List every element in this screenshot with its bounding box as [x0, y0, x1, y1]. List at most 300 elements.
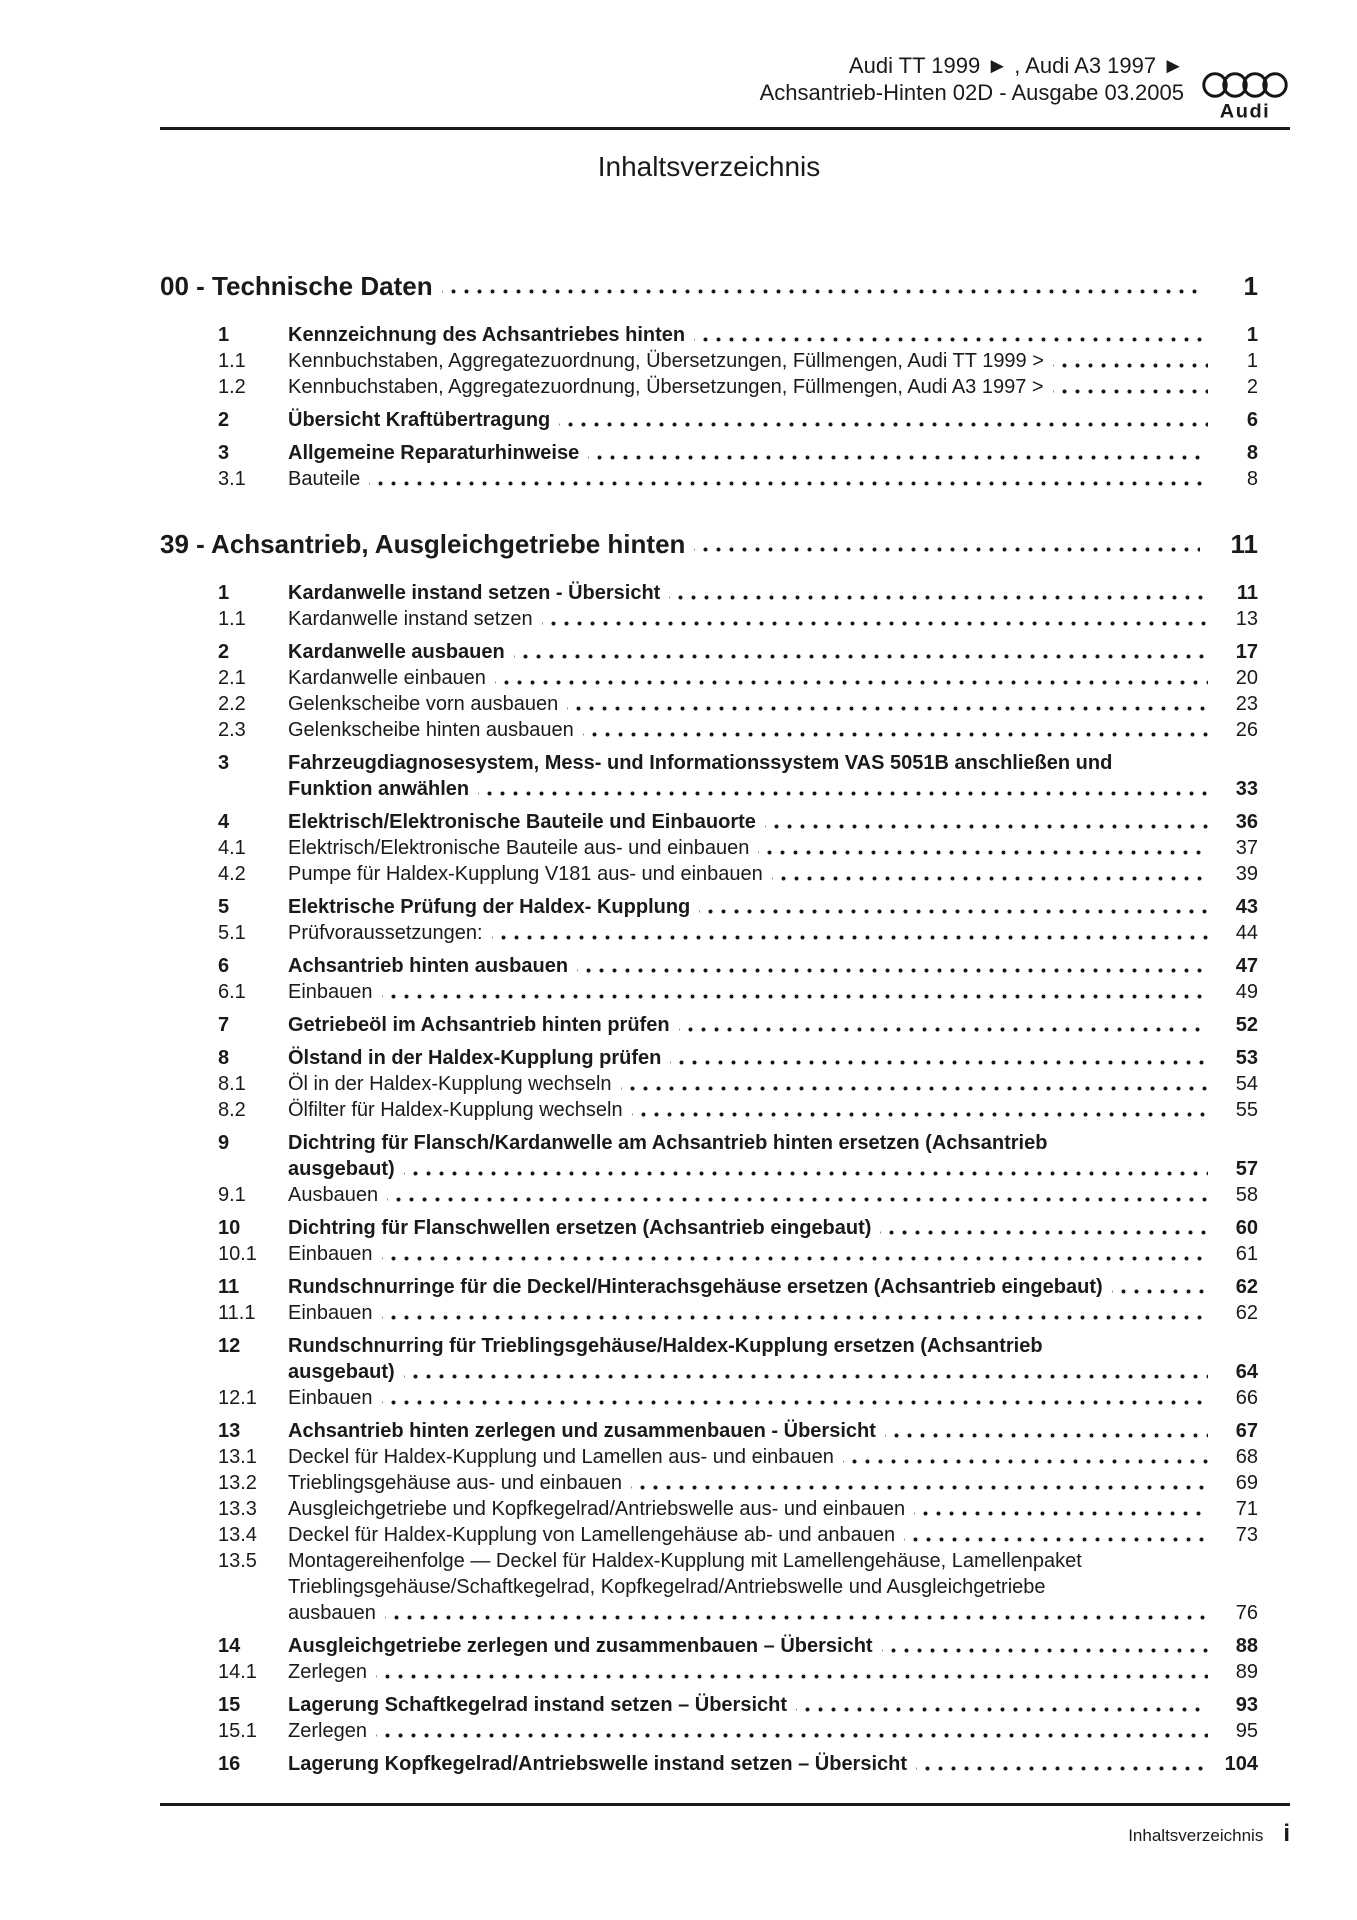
- toc-entry-row: [218, 1418, 1258, 1444]
- toc-entry-line: [288, 894, 1214, 920]
- toc-entry-row: [218, 1522, 1258, 1548]
- toc-chapter-row: [160, 268, 1258, 304]
- toc-chapter-title: 00 - Technische Daten: [160, 271, 433, 301]
- toc-entry-number: 4.1: [218, 837, 246, 859]
- toc-entry-page: 44: [1235, 922, 1258, 944]
- toc-entry-page: 55: [1235, 1099, 1258, 1121]
- toc-entry-number: 12: [218, 1335, 241, 1357]
- toc-entry-page: 62: [1235, 1302, 1258, 1324]
- toc-entry-line-text: Achsantrieb hinten ausbauen: [288, 955, 569, 977]
- toc-entry-title: [288, 606, 1214, 632]
- toc-entry-row: [218, 407, 1258, 433]
- toc-entry-title: [288, 1241, 1214, 1267]
- toc-entry-title: [288, 1418, 1214, 1444]
- toc-entry-number: 15: [218, 1694, 241, 1716]
- toc-entry-row: [218, 348, 1258, 374]
- toc-entry-number: 13.2: [218, 1472, 257, 1494]
- toc-entry-number: 13.3: [218, 1498, 257, 1520]
- toc-entry-line-text: Gelenkscheibe vorn ausbauen: [288, 693, 559, 715]
- toc-entry-title: [288, 1274, 1214, 1300]
- toc-entry-line-text: Elektrisch/Elektronische Bauteile und Einbauorte: [288, 811, 756, 833]
- header-text-block: [760, 52, 1184, 106]
- toc-entry-number: 15.1: [218, 1720, 257, 1742]
- toc-entry-number: 13.4: [218, 1524, 257, 1546]
- dot-leader: [796, 1692, 1208, 1718]
- toc-entry-title: [288, 1182, 1214, 1208]
- toc-entry-title: [288, 1718, 1214, 1744]
- toc-entry-page: 1: [1246, 324, 1258, 346]
- toc-entry-title: [288, 1496, 1214, 1522]
- toc-section: [160, 268, 1258, 492]
- toc-entry-row: [218, 639, 1258, 665]
- toc-entry-line-text: Einbauen: [288, 981, 373, 1003]
- toc-entry-row: [218, 717, 1258, 743]
- toc-section: [160, 526, 1258, 1777]
- toc-entry-title: [288, 322, 1214, 348]
- audi-wordmark: Audi: [1219, 101, 1271, 123]
- toc-entry-page: 39: [1235, 863, 1258, 885]
- toc-entry-number: 14.1: [218, 1661, 257, 1683]
- toc-entry-row: [218, 835, 1258, 861]
- dot-leader: [559, 407, 1208, 433]
- toc-entry-row: [218, 440, 1258, 466]
- toc-entry-title: [288, 1385, 1214, 1411]
- toc-entry-title: [288, 1012, 1214, 1038]
- toc-entry-line: [288, 1156, 1214, 1182]
- toc-entry-number: 2.1: [218, 667, 246, 689]
- dot-leader: [880, 1215, 1208, 1241]
- toc-entry-line: [288, 1300, 1214, 1326]
- toc-entry-title: [288, 1130, 1214, 1182]
- toc-entry-row: [218, 322, 1258, 348]
- toc-entry-line: [288, 580, 1214, 606]
- toc-entry-number: 3.1: [218, 468, 246, 490]
- toc-entry-line: [288, 1215, 1214, 1241]
- toc-entry-line-text: Elektrische Prüfung der Haldex- Kupplung: [288, 896, 691, 918]
- toc-entry-row: [218, 1385, 1258, 1411]
- toc-entry-row: [218, 953, 1258, 979]
- toc-entry-number: 1.1: [218, 608, 246, 630]
- dot-leader: [588, 440, 1208, 466]
- toc-entry-row: [218, 1548, 1258, 1626]
- toc-entry-row: [218, 1182, 1258, 1208]
- toc-entry-number: 7: [218, 1014, 230, 1036]
- toc-entry-line: [288, 1274, 1214, 1300]
- toc-entry-number: 4.2: [218, 863, 246, 885]
- toc-entry-line-text: ausgebaut): [288, 1361, 395, 1383]
- toc-entry-number: 5.1: [218, 922, 246, 944]
- toc-chapter-page: 11: [1230, 529, 1258, 559]
- toc-entry-title: [288, 1300, 1214, 1326]
- toc-entry-line: [288, 1241, 1214, 1267]
- toc-entry-line-text: Deckel für Haldex-Kupplung von Lamellengehäuse ab- und anbauen: [288, 1524, 896, 1546]
- toc-entry-row: [218, 1045, 1258, 1071]
- toc-entry-page: 61: [1235, 1243, 1258, 1265]
- toc-entry-line: [288, 1751, 1214, 1777]
- toc-entry-title: [288, 717, 1214, 743]
- toc-entry-line-text: Trieblingsgehäuse aus- und einbauen: [288, 1472, 622, 1494]
- dot-leader: [583, 717, 1208, 743]
- toc-entry-page: 37: [1235, 837, 1258, 859]
- toc-entry-number: 16: [218, 1753, 241, 1775]
- toc-entry-number: 9.1: [218, 1184, 246, 1206]
- toc-entry-line-text: Deckel für Haldex-Kupplung und Lamellen aus- und einbauen: [288, 1446, 834, 1468]
- toc-entry-title: [288, 1215, 1214, 1241]
- toc-entry-title: [288, 1522, 1214, 1548]
- dot-leader: [669, 580, 1208, 606]
- toc-entry-line: [288, 717, 1214, 743]
- toc-entry-line: [288, 1359, 1214, 1385]
- page-header: [160, 52, 1290, 122]
- toc-entry-line: Dichtring für Flansch/Kardanwelle am Achsantrieb hinten ersetzen (Achsantrieb: [288, 1132, 1048, 1154]
- toc-entry-title: [288, 1659, 1214, 1685]
- toc-entry-title: [288, 979, 1214, 1005]
- dot-leader: [679, 1012, 1208, 1038]
- toc-entry-line-text: Gelenkscheibe hinten ausbauen: [288, 719, 574, 741]
- toc-entry-title: [288, 580, 1214, 606]
- toc-entry-title: [288, 1333, 1214, 1385]
- toc-entry-number: 10.1: [218, 1243, 257, 1265]
- dot-leader: [843, 1444, 1208, 1470]
- toc-entry-title: [288, 440, 1214, 466]
- toc-entry-number: 3: [218, 442, 230, 464]
- toc-entry-title: [288, 750, 1214, 802]
- toc-entry-line: [288, 861, 1214, 887]
- toc-entry-line-text: Ausgleichgetriebe zerlegen und zusammenbauen – Übersicht: [288, 1635, 873, 1657]
- toc: [160, 268, 1258, 1777]
- toc-entry-number: 5: [218, 896, 230, 918]
- toc-entry-line: [288, 665, 1214, 691]
- dot-leader: [567, 691, 1208, 717]
- toc-entry-row: [218, 374, 1258, 400]
- toc-entry-line-text: Lagerung Schaftkegelrad instand setzen – Übersicht: [288, 1694, 788, 1716]
- toc-entry-page: 68: [1235, 1446, 1258, 1468]
- toc-entry-number: 12.1: [218, 1387, 257, 1409]
- toc-entry-row: [218, 1659, 1258, 1685]
- toc-entry-title: [288, 639, 1214, 665]
- dot-leader: [404, 1359, 1208, 1385]
- toc-entry-line-text: Allgemeine Reparaturhinweise: [288, 442, 580, 464]
- footer-label: Inhaltsverzeichnis: [1128, 1826, 1264, 1845]
- audi-logo: [1200, 70, 1290, 122]
- toc-entry-title: [288, 1045, 1214, 1071]
- toc-entry-number: 8.1: [218, 1073, 246, 1095]
- toc-entry-line: Fahrzeugdiagnosesystem, Mess- und Informationssystem VAS 5051B anschließen und: [288, 752, 1113, 774]
- toc-entry-title: [288, 1692, 1214, 1718]
- toc-entry-row: [218, 1333, 1258, 1385]
- toc-entry-line: [288, 1633, 1214, 1659]
- toc-entry-line: [288, 953, 1214, 979]
- toc-entry-title: [288, 407, 1214, 433]
- toc-entry-page: 11: [1236, 582, 1258, 604]
- toc-entry-line: [288, 1692, 1214, 1718]
- footer-rule: [160, 1803, 1290, 1806]
- toc-entry-line: [288, 440, 1214, 466]
- page-footer: [1128, 1820, 1290, 1848]
- toc-entry-line: [288, 407, 1214, 433]
- toc-entry-row: [218, 1751, 1258, 1777]
- toc-entry-row: [218, 1718, 1258, 1744]
- toc-entry-line: [288, 1522, 1214, 1548]
- toc-entry-number: 3: [218, 752, 230, 774]
- toc-entry-number: 8: [218, 1047, 230, 1069]
- toc-entry-line-text: Kardanwelle instand setzen - Übersicht: [288, 582, 661, 604]
- toc-entry-page: 49: [1235, 981, 1258, 1003]
- toc-entry-page: 89: [1235, 1661, 1258, 1683]
- audi-rings-icon: [1202, 70, 1288, 100]
- toc-entry-page: 1: [1246, 350, 1258, 372]
- toc-entry-line-text: Kardanwelle instand setzen: [288, 608, 533, 630]
- toc-entry-title: [288, 1470, 1214, 1496]
- toc-entry-title: [288, 348, 1214, 374]
- toc-entry-page: 62: [1235, 1276, 1258, 1298]
- dot-leader: [478, 776, 1208, 802]
- toc-entry-page: 26: [1235, 719, 1258, 741]
- dot-leader: [699, 894, 1208, 920]
- toc-entry-title: [288, 1548, 1214, 1626]
- toc-entry-page: 13: [1235, 608, 1258, 630]
- toc-entry-number: 2: [218, 641, 230, 663]
- toc-entry-title: [288, 809, 1214, 835]
- dot-leader: [631, 1470, 1208, 1496]
- toc-entry-line-text: Ölfilter für Haldex-Kupplung wechseln: [288, 1099, 623, 1121]
- toc-entry-row: [218, 1012, 1258, 1038]
- toc-entry-line-text: Prüfvoraussetzungen:: [288, 922, 483, 944]
- toc-entry-line: [288, 606, 1214, 632]
- toc-entry-page: 8: [1246, 468, 1258, 490]
- toc-entry-number: 9: [218, 1132, 230, 1154]
- dot-leader: [885, 1418, 1208, 1444]
- toc-entry-line-text: Dichtring für Flanschwellen ersetzen (Achsantrieb eingebaut): [288, 1217, 872, 1239]
- toc-entry-line: [288, 1659, 1214, 1685]
- toc-entry-row: [218, 1470, 1258, 1496]
- header-doc-line: Achsantrieb-Hinten 02D - Ausgabe 03.2005: [759, 80, 1184, 105]
- toc-entry-page: 93: [1235, 1694, 1258, 1716]
- toc-chapter-row: [160, 526, 1258, 562]
- toc-entry-number: 13.1: [218, 1446, 257, 1468]
- toc-entry-line-text: Kennbuchstaben, Aggregatezuordnung, Übersetzungen, Füllmengen, Audi A3 1997 >: [288, 376, 1044, 398]
- toc-entry-page: 23: [1235, 693, 1258, 715]
- toc-entry-line-text: Ausgleichgetriebe und Kopfkegelrad/Antriebswelle aus- und einbauen: [288, 1498, 906, 1520]
- toc-entry-page: 88: [1235, 1635, 1258, 1657]
- dot-leader: [621, 1071, 1208, 1097]
- toc-entry-title: [288, 1751, 1214, 1777]
- toc-entry-row: [218, 750, 1258, 802]
- dot-leader: [772, 861, 1208, 887]
- dot-leader: [382, 1300, 1208, 1326]
- toc-entry-title: [288, 665, 1214, 691]
- toc-entry-line: [288, 1097, 1214, 1123]
- toc-entry-row: [218, 1215, 1258, 1241]
- toc-entry-row: [218, 1444, 1258, 1470]
- toc-entry-line: [288, 1600, 1214, 1626]
- dot-leader: [632, 1097, 1208, 1123]
- toc-entry-line-text: Kardanwelle ausbauen: [288, 641, 505, 663]
- dot-leader: [387, 1182, 1208, 1208]
- toc-entry-title: [288, 1071, 1214, 1097]
- dot-leader: [382, 979, 1208, 1005]
- toc-entry-line: [288, 1045, 1214, 1071]
- toc-entry-title: [288, 1444, 1214, 1470]
- dot-leader: [914, 1496, 1208, 1522]
- toc-entry-line: [288, 1470, 1214, 1496]
- toc-entry-row: [218, 691, 1258, 717]
- toc-chapter-page: 1: [1243, 271, 1258, 301]
- toc-entry-line-text: ausbauen: [288, 1602, 376, 1624]
- toc-entry-line-text: Einbauen: [288, 1387, 373, 1409]
- toc-entry-line: [288, 348, 1214, 374]
- toc-entry-line: [288, 1182, 1214, 1208]
- dot-leader: [765, 809, 1208, 835]
- toc-entry-line: Rundschnurring für Trieblingsgehäuse/Haldex-Kupplung ersetzen (Achsantrieb: [288, 1335, 1043, 1357]
- toc-entry-row: [218, 1097, 1258, 1123]
- toc-entry-title: [288, 1097, 1214, 1123]
- toc-entry-page: 57: [1235, 1158, 1258, 1180]
- toc-entry-line: [288, 809, 1214, 835]
- toc-entry-line: [288, 776, 1214, 802]
- toc-entry-line: [288, 1444, 1214, 1470]
- dot-leader: [376, 1718, 1208, 1744]
- toc-entry-line-text: Kennbuchstaben, Aggregatezuordnung, Übersetzungen, Füllmengen, Audi TT 1999 >: [288, 350, 1044, 372]
- toc-entry-number: 1.2: [218, 376, 246, 398]
- dot-leader: [404, 1156, 1208, 1182]
- toc-entry-row: [218, 606, 1258, 632]
- toc-entry-page: 8: [1246, 442, 1258, 464]
- toc-entry-line-text: Zerlegen: [288, 1720, 367, 1742]
- toc-entry-line-text: Lagerung Kopfkegelrad/Antriebswelle instand setzen – Übersicht: [288, 1753, 908, 1775]
- dot-leader: [1112, 1274, 1208, 1300]
- toc-entry-line: [288, 1496, 1214, 1522]
- dot-leader: [1053, 348, 1208, 374]
- toc-entry-number: 1: [218, 324, 230, 346]
- toc-entry-line: Montagereihenfolge — Deckel für Haldex-Kupplung mit Lamellengehäuse, Lamellenpaket: [288, 1550, 1082, 1572]
- toc-entry-line: [288, 835, 1214, 861]
- content-column: [160, 150, 1258, 1777]
- toc-entry-line-text: Kardanwelle einbauen: [288, 667, 486, 689]
- toc-entry-line: [288, 639, 1214, 665]
- toc-entry-line: [288, 979, 1214, 1005]
- toc-entry-line: Trieblingsgehäuse/Schaftkegelrad, Kopfkegelrad/Antriebswelle und Ausgleichgetriebe: [288, 1576, 1046, 1598]
- toc-entry-row: [218, 1130, 1258, 1182]
- toc-entry-line-text: Achsantrieb hinten zerlegen und zusammenbauen - Übersicht: [288, 1420, 876, 1442]
- toc-entry-line: [288, 1718, 1214, 1744]
- toc-entry-line-text: Ausbauen: [288, 1184, 379, 1206]
- toc-entry-page: 52: [1235, 1014, 1258, 1036]
- dot-leader: [382, 1385, 1208, 1411]
- toc-entry-line-text: Ölstand in der Haldex-Kupplung prüfen: [288, 1047, 662, 1069]
- toc-entry-line: [288, 691, 1214, 717]
- toc-entry-line-text: Öl in der Haldex-Kupplung wechseln: [288, 1073, 612, 1095]
- toc-entry-title: [288, 835, 1214, 861]
- toc-entry-page: 33: [1235, 778, 1258, 800]
- toc-entry-line: [288, 322, 1214, 348]
- toc-chapter-title: 39 - Achsantrieb, Ausgleichgetriebe hinten: [160, 529, 686, 559]
- toc-entry-title: [288, 374, 1214, 400]
- toc-entry-number: 1: [218, 582, 230, 604]
- toc-entry-line: [288, 1012, 1214, 1038]
- toc-entry-line: [288, 1071, 1214, 1097]
- dot-leader: [542, 606, 1208, 632]
- toc-entry-number: 1.1: [218, 350, 246, 372]
- dot-leader: [577, 953, 1208, 979]
- toc-entry-row: [218, 580, 1258, 606]
- dot-leader: [492, 920, 1208, 946]
- dot-leader: [694, 526, 1200, 562]
- toc-entry-page: 73: [1235, 1524, 1258, 1546]
- toc-entry-line-text: Getriebeöl im Achsantrieb hinten prüfen: [288, 1014, 670, 1036]
- toc-entry-line-text: Bauteile: [288, 468, 361, 490]
- dot-leader: [376, 1659, 1208, 1685]
- toc-entry-page: 47: [1235, 955, 1258, 977]
- toc-entry-line-text: Kennzeichnung des Achsantriebes hinten: [288, 324, 686, 346]
- toc-entry-number: 6: [218, 955, 230, 977]
- toc-entry-row: [218, 1071, 1258, 1097]
- dot-leader: [385, 1600, 1208, 1626]
- toc-entry-row: [218, 1300, 1258, 1326]
- toc-entry-row: [218, 1633, 1258, 1659]
- toc-entry-number: 6.1: [218, 981, 246, 1003]
- toc-entry-page: 58: [1235, 1184, 1258, 1206]
- toc-entry-page: 69: [1235, 1472, 1258, 1494]
- dot-leader: [382, 1241, 1208, 1267]
- toc-entry-number: 4: [218, 811, 230, 833]
- toc-entry-title: [288, 894, 1214, 920]
- toc-entry-number: 10: [218, 1217, 241, 1239]
- toc-entry-title: [288, 691, 1214, 717]
- toc-entry-number: 11: [218, 1276, 240, 1298]
- toc-entry-title: [288, 1633, 1214, 1659]
- toc-entry-row: [218, 665, 1258, 691]
- toc-entry-number: 2.3: [218, 719, 246, 741]
- toc-entry-page: 54: [1235, 1073, 1258, 1095]
- toc-entry-line-text: Pumpe für Haldex-Kupplung V181 aus- und einbauen: [288, 863, 763, 885]
- toc-entry-line-text: Elektrisch/Elektronische Bauteile aus- und einbauen: [288, 837, 750, 859]
- header-rule: [160, 127, 1290, 130]
- toc-entry-number: 8.2: [218, 1099, 246, 1121]
- header-brand-line: Audi TT 1999 ► , Audi A3 1997 ►: [848, 53, 1184, 78]
- toc-entry-line-text: Einbauen: [288, 1243, 373, 1265]
- toc-entry-page: 60: [1235, 1217, 1258, 1239]
- page-title: Inhaltsverzeichnis: [597, 151, 821, 182]
- dot-leader: [495, 665, 1208, 691]
- toc-entry-page: 71: [1235, 1498, 1258, 1520]
- toc-entry-page: 6: [1246, 409, 1258, 431]
- toc-entry-page: 104: [1224, 1753, 1258, 1775]
- toc-entry-page: 17: [1235, 641, 1258, 663]
- toc-entry-row: [218, 1274, 1258, 1300]
- toc-entry-line-text: ausgebaut): [288, 1158, 395, 1180]
- dot-leader: [916, 1751, 1208, 1777]
- toc-entry-title: [288, 920, 1214, 946]
- toc-entry-line-text: Einbauen: [288, 1302, 373, 1324]
- toc-entry-number: 13: [218, 1420, 241, 1442]
- toc-entry-title: [288, 861, 1214, 887]
- toc-entry-number: 14: [218, 1635, 241, 1657]
- toc-entry-title: [288, 466, 1214, 492]
- dot-leader: [694, 322, 1208, 348]
- toc-entry-page: 43: [1235, 896, 1258, 918]
- toc-entry-row: [218, 1496, 1258, 1522]
- toc-entry-page: 66: [1235, 1387, 1258, 1409]
- toc-entry-title: [288, 953, 1214, 979]
- dot-leader: [670, 1045, 1208, 1071]
- toc-entry-line: [288, 1418, 1214, 1444]
- toc-entry-line-text: Rundschnurringe für die Deckel/Hinterachsgehäuse ersetzen (Achsantrieb eingebaut): [288, 1276, 1103, 1298]
- toc-entry-row: [218, 894, 1258, 920]
- toc-entry-number: 13.5: [218, 1550, 257, 1572]
- dot-leader: [514, 639, 1208, 665]
- toc-entry-number: 2.2: [218, 693, 246, 715]
